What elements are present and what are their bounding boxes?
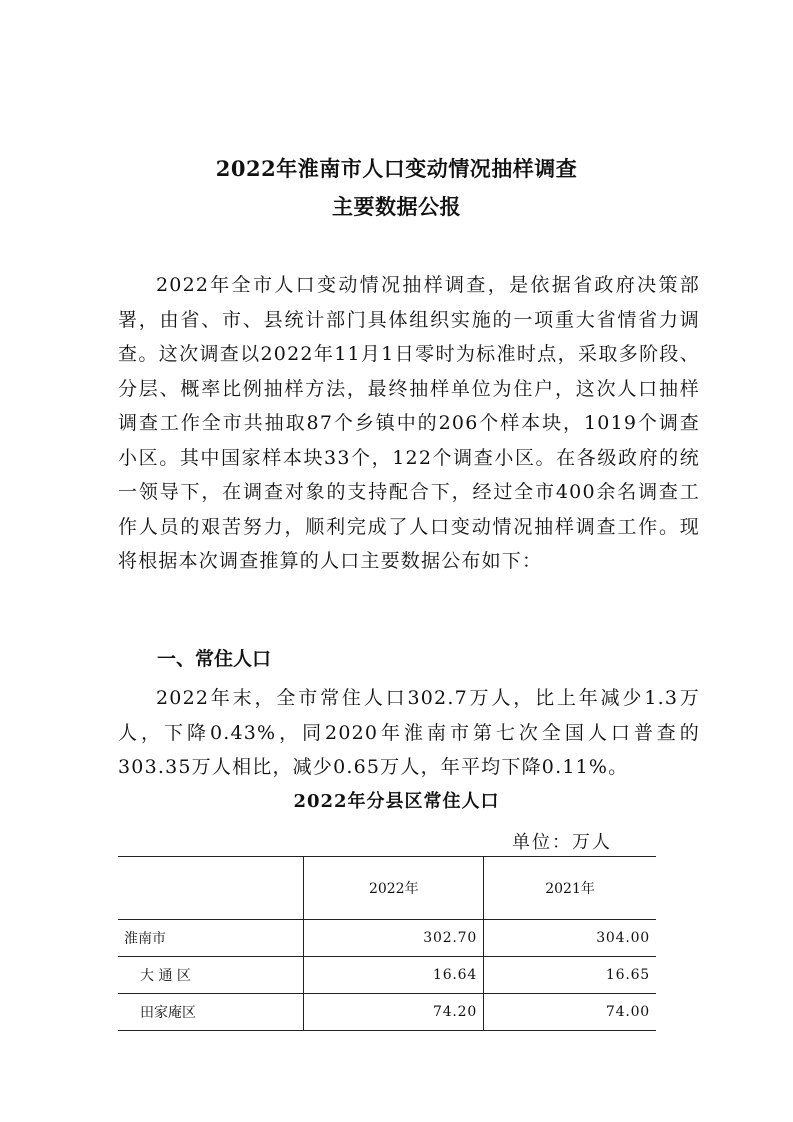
document-title-line2: 主要数据公报 <box>332 194 461 219</box>
resident-population-paragraph: 2022年末，全市常住人口302.7万人，比上年减少1.3万人，下降0.43%，同2020年淮南市第七次全国人口普查的303.35万人相比，减少0.65万人，年平均下降0.11%。 <box>118 687 700 778</box>
table-row <box>118 920 656 957</box>
region-name: 田家庵区 <box>118 994 304 1031</box>
value-2022: 74.20 <box>304 994 484 1031</box>
section-heading-resident-population: 一、常住人口 <box>157 648 272 670</box>
table-header-row <box>118 857 656 920</box>
intro-paragraph: 2022年全市人口变动情况抽样调查，是依据省政府决策部署，由省、市、县统计部门具体组织实施的一项重大省情省力调查。这次调查以2022年11月1日零时为标准时点，采取多阶段、分层、概率比例抽样方法，最终抽样单位为住户，这次人口抽样调查工作全市共抽取87个乡镇中的206个样本块，1019个调查小区。其中国家样本块33个，122个调查小区。在各级政府的统一领导下，在调查对象的支持配合下，经过全市400余名调查工作人员的艰苦努力，顺利完成了人口变动情况抽样调查工作。现将根据本次调查推算的人口主要数据公布如下： <box>118 274 700 572</box>
table-unit: 单位：万人 <box>512 832 612 853</box>
value-2021: 16.65 <box>484 957 656 994</box>
table-title: 2022年分县区常住人口 <box>293 791 500 812</box>
population-table <box>118 856 656 1031</box>
table-row <box>118 994 656 1031</box>
document-title-line1: 2022年淮南市人口变动情况抽样调查 <box>215 156 578 181</box>
value-2022: 16.64 <box>304 957 484 994</box>
value-2021: 74.00 <box>484 994 656 1031</box>
region-name: 淮南市 <box>118 920 304 957</box>
header-2022: 2022年 <box>304 857 484 920</box>
value-2022: 302.70 <box>304 920 484 957</box>
header-region <box>118 857 304 920</box>
table-row <box>118 957 656 994</box>
header-2021: 2021年 <box>484 857 656 920</box>
value-2021: 304.00 <box>484 920 656 957</box>
region-name: 大 通 区 <box>118 957 304 994</box>
